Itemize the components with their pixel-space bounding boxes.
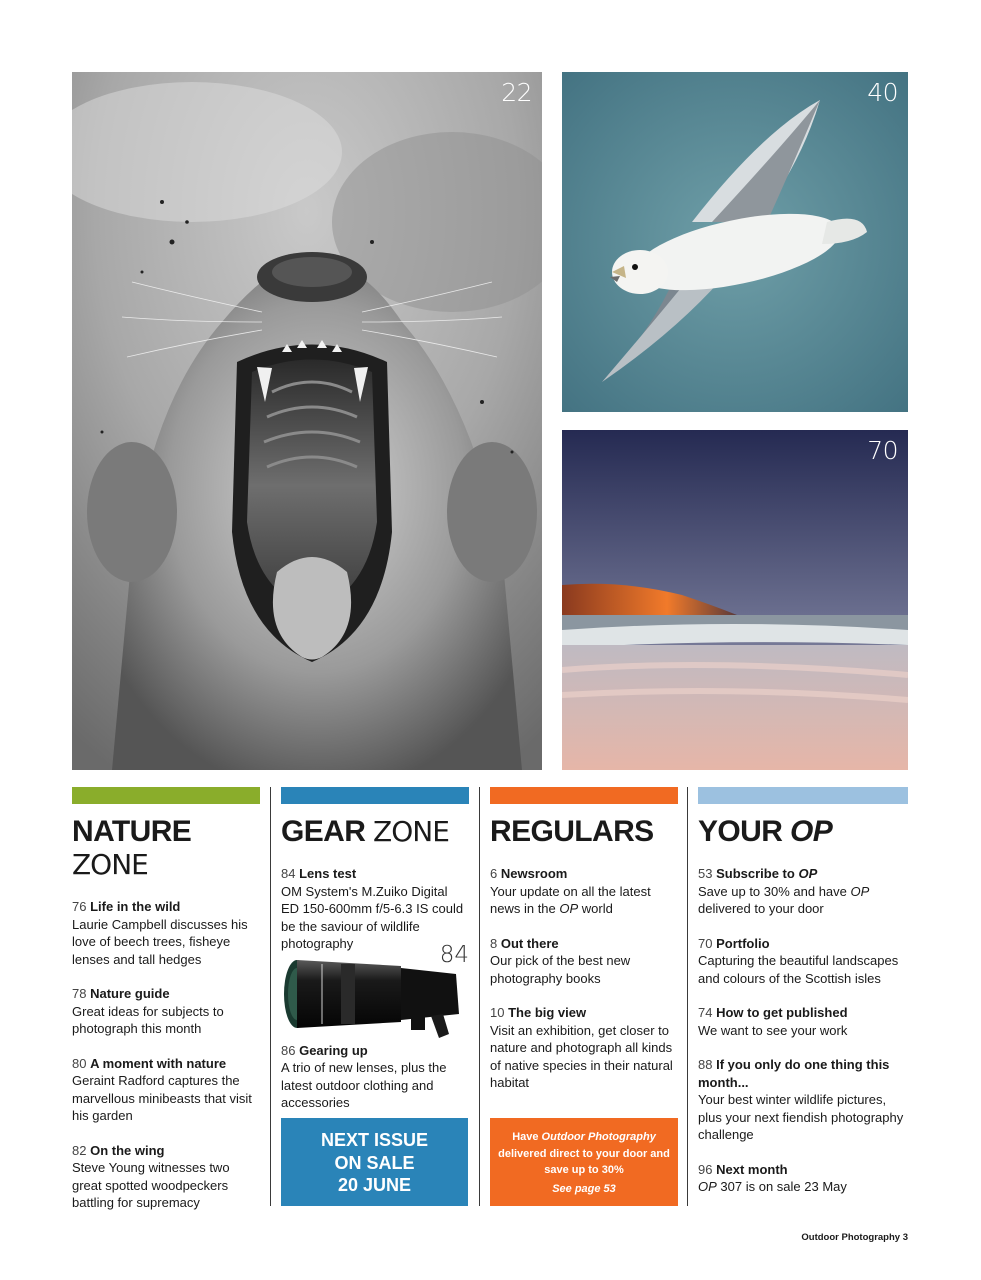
yourop-color-bar: [698, 787, 908, 804]
gear-color-bar: [281, 787, 469, 804]
page-number-badge: 40: [867, 78, 898, 107]
page-number-badge: 70: [867, 436, 898, 465]
section-heading: NATURE ZONE: [72, 815, 192, 881]
column-divider: [270, 787, 271, 1206]
contents-entry[interactable]: 82 On the wing Steve Young witnesses two great spotted woodpeckers battling for supremacy: [72, 1142, 230, 1210]
seabird-in-flight-image: [562, 72, 908, 412]
beach-photo: [562, 430, 908, 770]
next-issue-box: NEXT ISSUE ON SALE 20 JUNE: [281, 1118, 468, 1206]
contents-entry[interactable]: 6 Newsroom Your update on all the latest news in the OP world: [490, 866, 651, 916]
column-divider: [687, 787, 688, 1206]
section-heading: REGULARS: [490, 815, 654, 848]
section-heading: YOUR OP: [698, 815, 833, 848]
page-footer: Outdoor Photography 3: [801, 1232, 908, 1243]
contents-entry[interactable]: 70 Portfolio Capturing the beautiful landscapes and colours of the Scottish isles: [698, 935, 899, 986]
telephoto-lens-image: [281, 941, 469, 1040]
page-number-badge: 22: [501, 78, 532, 107]
your-op-section: [698, 787, 908, 1196]
contents-entry[interactable]: 74 How to get published We want to see your work: [698, 1005, 848, 1038]
page-number-tag: 84: [439, 941, 469, 968]
see-page-link[interactable]: See page 53: [552, 1182, 616, 1195]
gear-zone-section: [281, 787, 469, 1112]
contents-entry[interactable]: 53 Subscribe to OP Save up to 30% and have OP delivered to your door: [698, 866, 870, 916]
regulars-color-bar: [490, 787, 678, 804]
contents-entry[interactable]: 96 Next month OP 307 is on sale 23 May: [698, 1161, 847, 1194]
lion-yawning-image: [72, 72, 542, 770]
contents-entry[interactable]: 80 A moment with nature Geraint Radford captures the marvellous minibeasts that visit his garden: [72, 1055, 252, 1123]
contents-entry[interactable]: 10 The big view Visit an exhibition, get closer to nature and photograph all kinds of native species in their natural habitat: [490, 1005, 673, 1090]
column-divider: [479, 787, 480, 1206]
regulars-section: [490, 787, 678, 1092]
section-heading: GEAR ZONE: [281, 815, 449, 848]
nature-color-bar: [72, 787, 260, 804]
contents-entry[interactable]: 88 If you only do one thing this month... Your best winter wildlife pictures, plus your next fiendish photography challenge: [698, 1057, 904, 1142]
nature-zone-section: [72, 787, 260, 1212]
subscribe-promo-box[interactable]: Have Outdoor Photography delivered direct to your door and save up to 30% See page 53: [490, 1118, 678, 1206]
lion-photo: [72, 72, 542, 770]
fulmar-photo: [562, 72, 908, 412]
contents-entry[interactable]: 76 Life in the wild Laurie Campbell discusses his love of beech trees, fisheye lenses and tall hedges: [72, 899, 248, 967]
scottish-beach-image: [562, 430, 908, 770]
contents-entry[interactable]: 78 Nature guide Great ideas for subjects to photograph this month: [72, 986, 224, 1036]
lens-icon: [281, 956, 469, 1040]
contents-entry[interactable]: 8 Out there Our pick of the best new photography books: [490, 935, 631, 986]
contents-entry[interactable]: 86 Gearing up A trio of new lenses, plus the latest outdoor clothing and accessories: [281, 1042, 447, 1110]
contents-entry[interactable]: 84 Lens test OM System's M.Zuiko Digital ED 150-600mm f/5-6.3 IS could be the saviour of wildlife photography: [281, 866, 464, 951]
